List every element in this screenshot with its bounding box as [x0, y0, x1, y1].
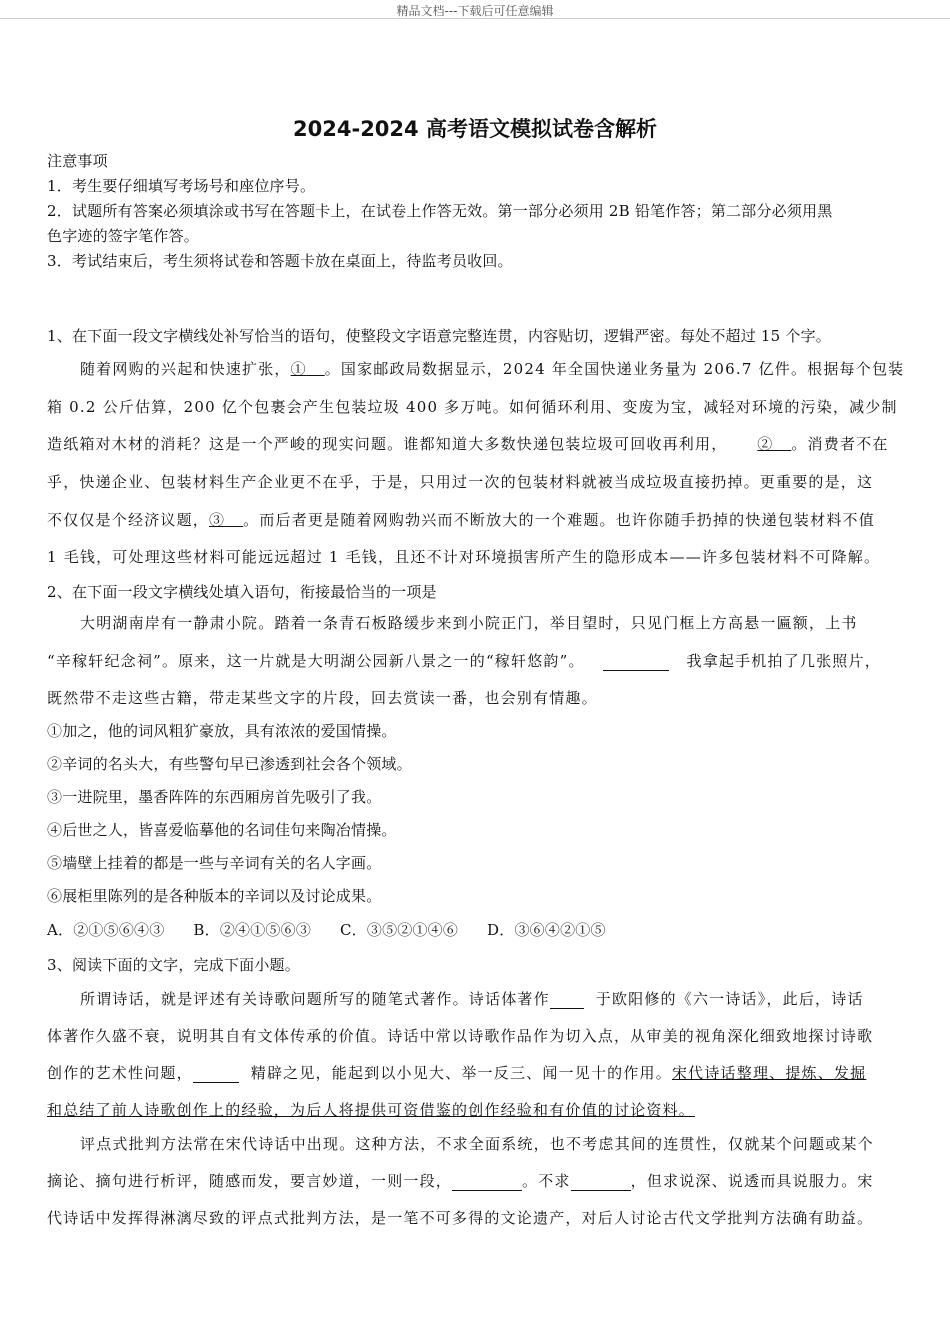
q3-paragraph-line: 代诗话中发挥得淋漓尽致的评点式批判方法，是一笔不可多得的文论遗产，对后人讨论古代文学批判方法确有助益。 — [47, 1209, 874, 1227]
notice-item: 2．试题所有答案必须填涂或书写在答题卡上，在试卷上作答无效。第一部分必须用 2B 铅笔作答；第二部分必须用黑 — [47, 202, 833, 220]
notice-item: 色字迹的签字笔作答。 — [47, 227, 200, 245]
q2-sentence-item: ⑤墙壁上挂着的都是一些与辛词有关的名人字画。 — [47, 854, 382, 872]
q3-paragraph-line: 评点式批判方法常在宋代诗话中出现。这种方法，不求全面系统，也不考虑其间的连贯性，仅就某个问题或某个 — [80, 1135, 874, 1153]
q1-paragraph-line — [47, 510, 875, 530]
page-title: 2024-2024 高考语文模拟试卷含解析 — [293, 117, 657, 141]
q1-text: 。消费者不在 — [791, 435, 889, 453]
header-divider — [0, 18, 950, 19]
q1-paragraph-line: 乎，快递企业、包装材料生产企业更不在乎，于是，只用过一次的包装材料就被当成垃圾直接扔掉。更重要的是，这 — [47, 473, 874, 491]
q2-paragraph-line: 大明湖南岸有一静肃小院。踏着一条青石板路缓步来到小院正门，举目望时，只见门框上方高悬一匾额，上书 — [80, 614, 858, 632]
q3-paragraph-line: 体著作久盛不衰，说明其自有文体传承的价值。诗话中常以诗歌作品作为切入点，从审美的视角深化细致地探讨诗歌 — [47, 1027, 874, 1045]
q1-paragraph-line: 箱 0.2 公斤估算，200 亿个包裹会产生包装垃圾 400 多万吨。如何循环利用、变废为宝，减轻对环境的污染，减少制 — [47, 398, 898, 416]
q1-text: 不仅仅是个经济议题， — [47, 511, 210, 529]
q2-sentence-item: ④后世之人，皆喜爱临摹他的名词佳句来陶冶情操。 — [47, 821, 397, 839]
q3-text: 于欧阳修的《六一诗话》，此后，诗话 — [595, 990, 864, 1008]
q2-paragraph-line: 既然带不走这些古籍，带走某些文字的片段，回去赏读一番，也会别有情趣。 — [47, 689, 598, 707]
q3-paragraph-line — [47, 1100, 695, 1120]
q3-paragraph-line — [47, 1171, 874, 1191]
q2-options — [47, 920, 630, 940]
q3-blank — [452, 1173, 522, 1191]
q1-stem: 1、在下面一段文字横线处补写恰当的语句，使整段文字语意完整连贯，内容贴切，逻辑严密。每处不超过 15 个字。 — [47, 327, 831, 345]
q3-stem: 3、阅读下面的文字，完成下面小题。 — [47, 956, 300, 974]
q1-blank-3: ③ — [209, 511, 226, 529]
q3-text: 摘论、摘句进行析评，随感而发，要言妙道，一则一段， — [47, 1172, 453, 1190]
q1-text: 随着网购的兴起和快速扩张， — [80, 360, 291, 378]
q3-paragraph-line — [47, 1063, 866, 1083]
q3-paragraph-line — [80, 989, 864, 1009]
q1-text: 。国家邮政局数据显示，2024 年全国快递业务量为 206.7 亿件。根据每个包装 — [324, 360, 905, 378]
q1-paragraph-line — [47, 434, 889, 454]
q3-underlined-sentence: 宋代诗话整理、提炼、发掘 — [671, 1064, 867, 1082]
q2-stem: 2、在下面一段文字横线处填入语句，衔接最恰当的一项是 — [47, 583, 437, 601]
q2-option-d[interactable]: D．③⑥④②①⑤ — [487, 921, 606, 939]
q1-paragraph-line: 1 毛钱，可处理这些材料可能远远超过 1 毛钱，且还不计对环境损害所产生的隐形成本——许多包装材料不可降解。 — [47, 548, 881, 566]
q2-blank — [603, 653, 669, 671]
notice-item: 1．考生要仔细填写考场号和座位序号。 — [47, 177, 316, 195]
q3-blank — [550, 991, 584, 1009]
q1-text: 。而后者更是随着网购勃兴而不断放大的一个难题。也许你随手扔掉的快递包装材料不值 — [243, 511, 875, 529]
q2-sentence-item: ⑥展柜里陈列的是各种版本的辛词以及讨论成果。 — [47, 887, 382, 905]
q2-sentence-item: ③一进院里，墨香阵阵的东西厢房首先吸引了我。 — [47, 788, 382, 806]
q3-blank — [571, 1173, 631, 1191]
q3-blank — [193, 1065, 239, 1083]
q2-text: 我拿起手机拍了几张照片， — [686, 652, 881, 670]
q3-underlined-sentence: 和总结了前人诗歌创作上的经验，为后人将提供可资借鉴的创作经验和有价值的讨论资料。 — [47, 1101, 696, 1119]
q2-option-a[interactable]: A．②①⑤⑥④③ — [47, 921, 165, 939]
notice-item: 3．考试结束后，考生须将试卷和答题卡放在桌面上，待监考员收回。 — [47, 252, 513, 270]
q2-paragraph-line — [47, 651, 881, 671]
q1-blank-1: ① — [290, 360, 307, 378]
q2-option-c[interactable]: C．③⑤②①④⑥ — [340, 921, 459, 939]
notice-heading: 注意事项 — [47, 152, 108, 170]
q2-sentence-item: ②辛词的名头大，有些警句早已渗透到社会各个领域。 — [47, 755, 412, 773]
q2-sentence-item: ①加之，他的词风粗犷豪放，具有浓浓的爱国情操。 — [47, 722, 397, 740]
q1-blank-2: ② — [757, 435, 774, 453]
q3-text: 。不求 — [522, 1172, 571, 1190]
q3-text: 创作的艺术性问题， — [47, 1064, 193, 1082]
q1-text: 造纸箱对木材的消耗？这是一个严峻的现实问题。谁都知道大多数快递包装垃圾可回收再利用， — [47, 435, 728, 453]
q2-option-b[interactable]: B．②④①⑤⑥③ — [193, 921, 312, 939]
q3-text: 精辟之见，能起到以小见大、举一反三、闻一见十的作用。 — [250, 1064, 672, 1082]
page-header: 精品文档---下载后可任意编辑 — [396, 4, 554, 18]
q3-text: 所谓诗话，就是评述有关诗歌问题所写的随笔式著作。诗话体著作 — [80, 990, 550, 1008]
q1-paragraph-line — [80, 359, 904, 379]
q3-text: ，但求说深、说透而具说服力。宋 — [630, 1172, 874, 1190]
q2-text: “辛稼轩纪念祠”。原来，这一片就是大明湖公园新八景之一的“稼轩悠韵”。 — [47, 652, 585, 670]
